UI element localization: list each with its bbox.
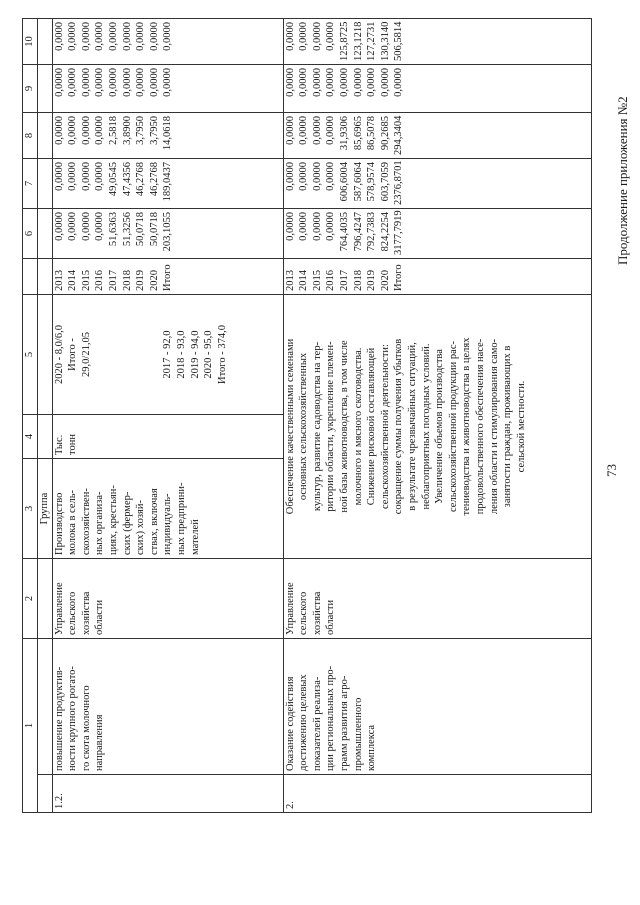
executor: Управление сельского хозяйства области xyxy=(283,559,591,639)
measure-name: Оказание содействия достижению целевых показателей реализа- ции региональных про- грамм развития агро- промышленного комплекса xyxy=(283,639,591,775)
amount-col-7: 0,0000 0,0000 0,0000 0,0000 606,6004 587,6064 578,9574 603,7059 2376,8701 xyxy=(283,159,591,209)
amount-col-10: 0,0000 0,0000 0,0000 0,0000 0,0000 0,0000 0,0000 0,0000 0,0000 xyxy=(52,19,283,65)
row-number: 1.2. xyxy=(52,775,283,813)
header-col-4: 4 xyxy=(23,415,38,459)
header-col-7: 7 xyxy=(23,159,38,209)
amount-col-10: 0,0000 0,0000 0,0000 0,0000 125,8725 123,1218 127,2731 130,3140 506,5814 xyxy=(283,19,591,65)
header-col-10: 10 xyxy=(23,19,38,65)
group-label: Группа xyxy=(38,459,53,559)
program-table xyxy=(22,18,592,813)
header-col-8: 8 xyxy=(23,113,38,159)
table-row xyxy=(283,19,591,813)
header-col-year xyxy=(23,259,38,295)
group-row xyxy=(38,19,53,813)
indicator: Производство молока в сель- скохозяйствен- ных организа- циях, крестьян- ских (фермер- ских) хозяй- ствах, включая индивидуаль- ных предприни- мателей xyxy=(52,459,283,559)
page-number: 73 xyxy=(604,464,619,477)
header-col-3: 3 xyxy=(23,459,38,559)
header-col-1: 1 xyxy=(23,639,38,813)
amount-col-8: 0,0000 0,0000 0,0000 0,0000 31,9306 85,6965 86,5078 90,2685 294,3404 xyxy=(283,113,591,159)
amount-col-9: 0,0000 0,0000 0,0000 0,0000 0,0000 0,0000 0,0000 0,0000 0,0000 xyxy=(52,65,283,113)
measure-name: повышение продуктив- ности крупного рогато- го скота молочного направления xyxy=(52,639,283,775)
years-list: 2013 2014 2015 2016 2017 2018 2019 2020 Итого xyxy=(52,259,283,295)
amount-col-8: 0,0000 0,0000 0,0000 0,0000 2,5818 3,8900 3,7950 3,7950 14,0618 xyxy=(52,113,283,159)
header-col-2: 2 xyxy=(23,559,38,639)
amount-col-9: 0,0000 0,0000 0,0000 0,0000 0,0000 0,0000 0,0000 0,0000 0,0000 xyxy=(283,65,591,113)
header-row xyxy=(23,19,38,813)
header-col-6: 6 xyxy=(23,209,38,259)
years-list: 2013 2014 2015 2016 2017 2018 2019 2020 Итого xyxy=(283,259,591,295)
executor: Управление сельского хозяйства области xyxy=(52,559,283,639)
expected-results: Обеспечение качественными семенами основных сельскохозяйственных культур, развитие садоводства на тер- ритории области, укрепление племен- ной базы животноводства, в том числе молочного и мясного скотоводства. Снижение рисковой составляющей сельскохозяйственной деятельности: сокращение суммы получения убытков в результате чрезвычайных ситуаций, неблагоприятных погодных условий. Увеличение объемов производства сельскохозяйственной продукции рас- тениеводства и животноводства в целях продовольственного обеспечения насе- ления области и стимулирования само- занятости граждан, проживающих в сельской местности. xyxy=(283,295,591,559)
amount-col-7: 0,0000 0,0000 0,0000 0,0000 49,0545 47,4356 46,2768 46,2768 189,0437 xyxy=(52,159,283,209)
target-values: 2020 - 8,0/6,0 Итого - 29,0/21,05 2017 - 92,0 2018 - 93,0 2019 - 94,0 2020 - 95,0 Итого - 374,0 xyxy=(52,295,283,415)
header-col-5: 5 xyxy=(23,295,38,415)
amount-col-6: 0,0000 0,0000 0,0000 0,0000 764,4035 796,4247 792,7383 824,2254 3177,7919 xyxy=(283,209,591,259)
unit: Тыс. тонн xyxy=(52,415,283,459)
table-row xyxy=(52,19,283,813)
amount-col-6: 0,0000 0,0000 0,0000 0,0000 51,6363 51,3256 50,0718 50,0718 203,1055 xyxy=(52,209,283,259)
row-number: 2. xyxy=(283,775,591,813)
header-col-9: 9 xyxy=(23,65,38,113)
continuation-label: Продолжение приложения №2 xyxy=(615,96,630,265)
